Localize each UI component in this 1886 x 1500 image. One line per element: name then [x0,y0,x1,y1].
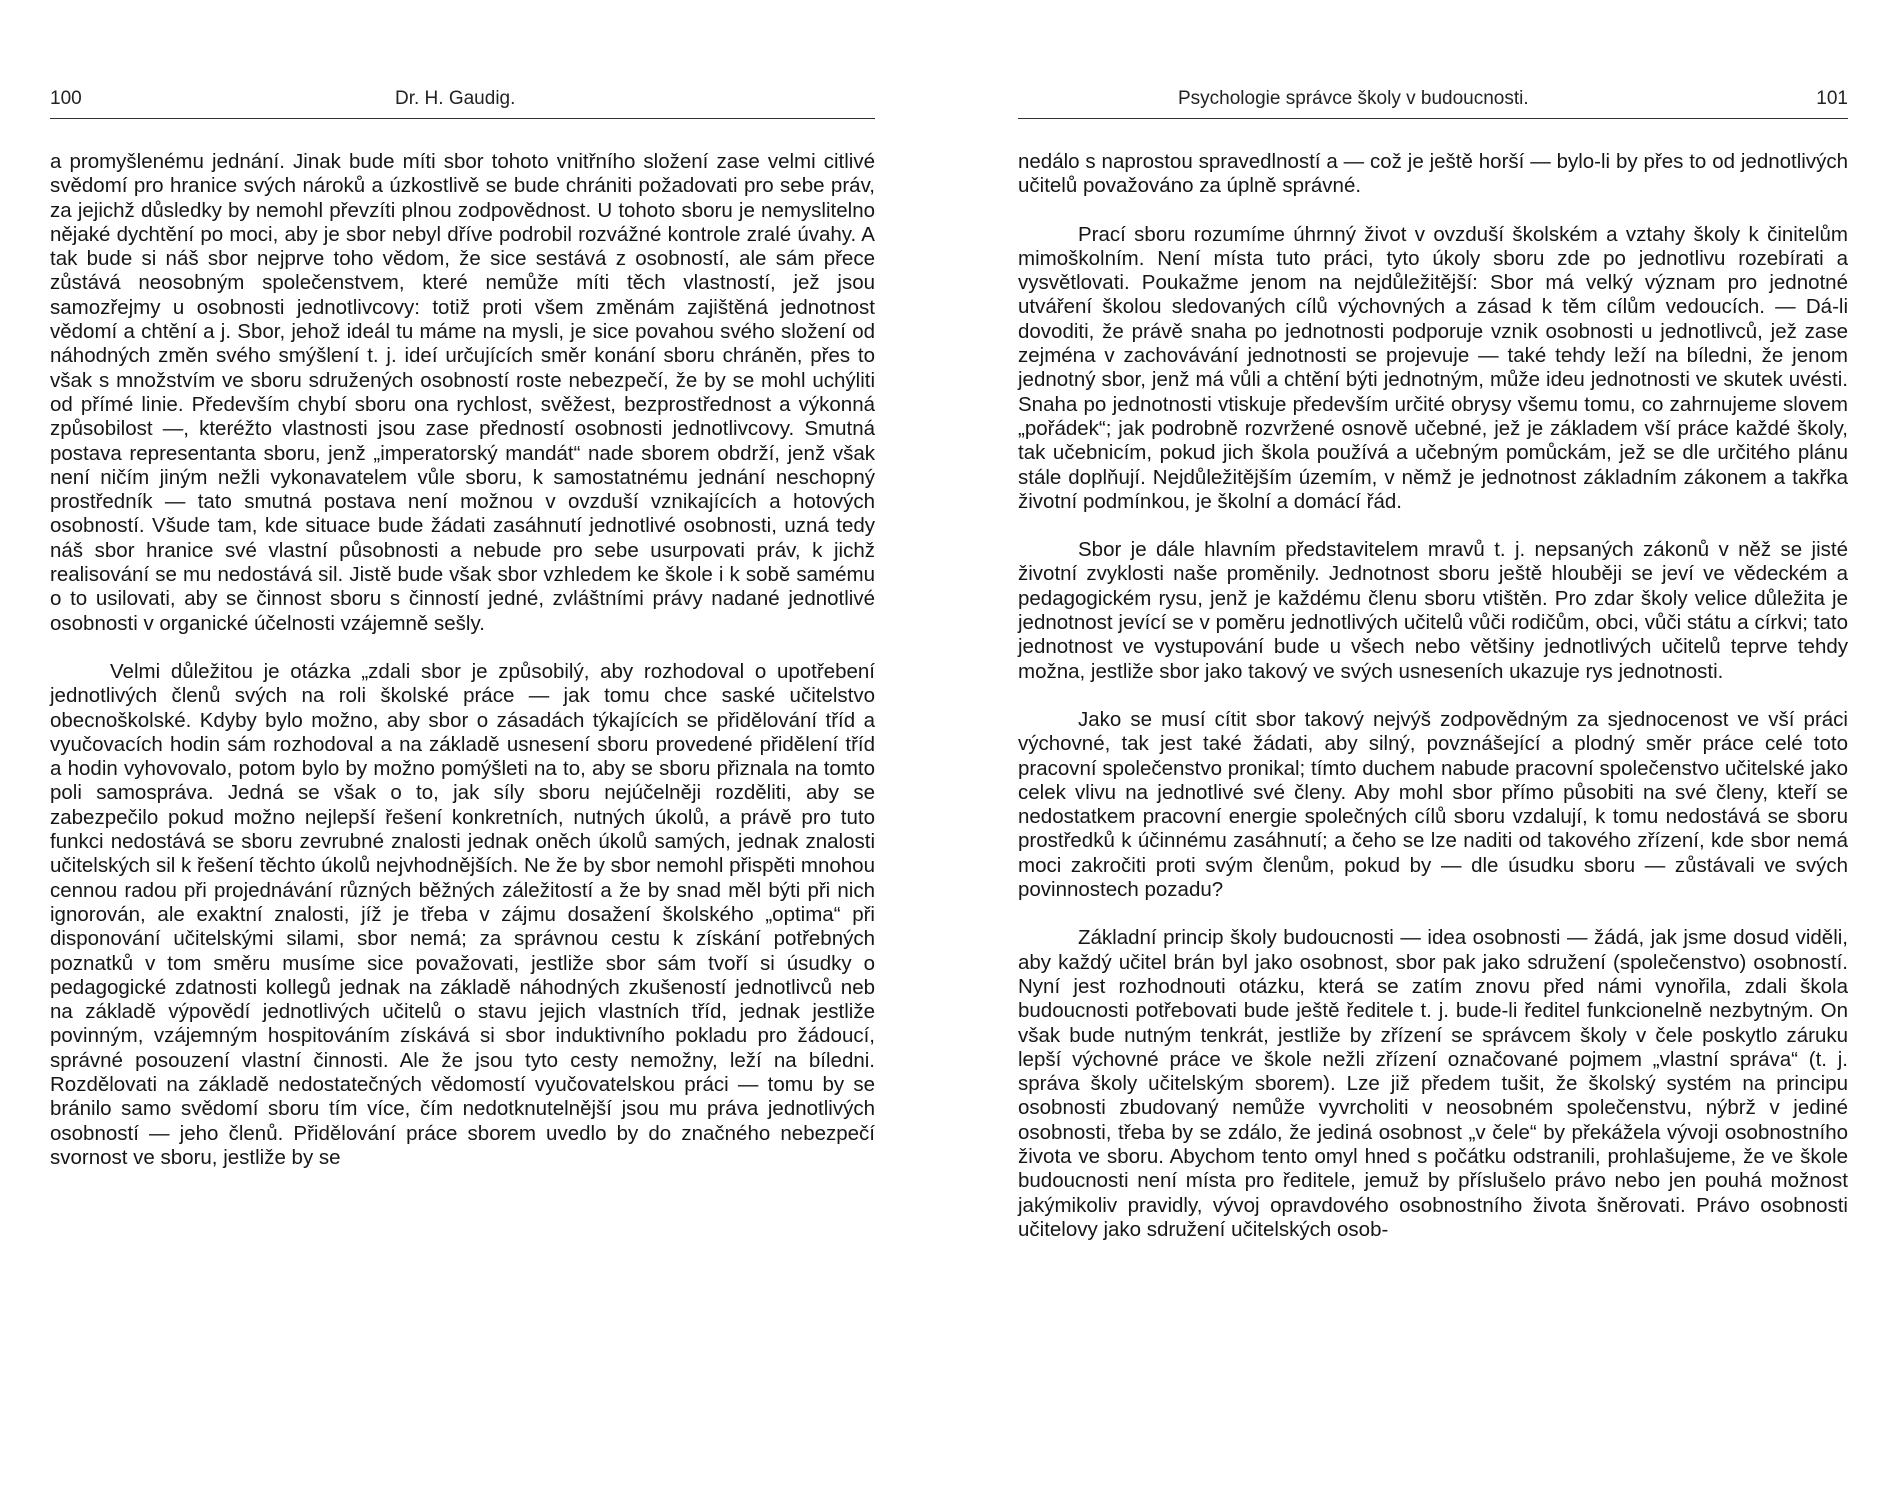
right-body-text [1018,150,1848,1242]
right-running-header [1018,88,1848,118]
left-running-header [50,88,880,118]
left-body-text [50,150,875,1170]
right-header-title: Psychologie správce školy v budoucnosti. [1178,88,1529,109]
paragraph: a promyšlenému jednání. Jinak bude míti sbor tohoto vnitřního složení zase velmi citlivé svědomí pro hranice svých nároků a úzkostlivě se bude chrániti požadovati pro sebe práv, za jejichž důsledky by nemohl převzíti plnou zodpovědnost. U tohoto sboru je nemyslitelno nějaké dychtění po moci, aby je sbor nebyl dříve podrobil rozvážné kontrole zralé úvahy. A tak bude si náš sbor nejprve toho vědom, že sice sestává z osobností, ale sám přece zůstává neosobným společenstvem, které nemůže míti těch vlastností, jež jsou samozřejmy u osobnosti jednotlivcovy: totiž proti všem změnám zajištěná jednotnost vědomí a chtění a j. Sbor, jehož ideál tu máme na mysli, je sice povahou svého složení od náhodných změn svého smýšlení t. j. ideí určujících směr konání sboru chráněn, přes to však s množstvím ve sboru sdružených osobností roste nebezpečí, že by se mohl uchýliti od přímé linie. Především chybí sboru ona rychlost, svěžest, bezprostřednost a výkonná způsobilost —, kteréžto vlastnosti jsou zase předností osobnosti jednotlivcovy. Smutná postava representanta sboru, jenž „imperatorský mandát“ nade sborem obdrží, jenž však není ničím jiným nežli vykonavatelem vůle sboru, k samostatnému jednání neschopný prostředník — tato smutná postava není možnou v ovzduší vznikajících a hotových osobností. Všude tam, kde situace bude žádati zasáhnutí jednotlivé osobnosti, uzná tedy náš sbor hranice své vlastní působnosti a nebude pro sebe usurpovati práv, k jichž realisování se mu nedostává sil. Jistě bude však sbor vzhledem ke škole i k sobě samému o to usilovati, aby se činnost sboru s činností jedné, zvláštními právy nadané jednotlivé osobnosti v organické účelnosti vzájemně sešly. [50,150,875,635]
paragraph: Sbor je dále hlavním představitelem mravů t. j. nepsaných zákonů v něž se jisté životní zvyklosti naše proměnily. Jednotnost sboru ještě hlouběji se jeví ve vědeckém a pedagogickém rysu, jenž je každému členu sboru vtištěn. Pro zdar školy velice důležita je jednotnost jevící se v poměru jednotlivých učitelů vůči rodičům, obci, vůči státu a církvi; tato jednotnost ve vystupování bude u všech nebo většiny jednotlivých učitelů teprve tehdy možna, jestliže sbor jako takový ve svých usneseních ukazuje rys jednotnosti. [1018,538,1848,683]
right-page [943,0,1886,1500]
left-header-title: Dr. H. Gaudig. [395,88,516,109]
left-header-rule [50,118,875,119]
right-page-number: 101 [1816,88,1848,109]
left-page-number: 100 [50,88,82,109]
paragraph: Základní princip školy budoucnosti — idea osobnosti — žádá, jak jsme dosud viděli, aby každý učitel brán byl jako osobnost, sbor pak jako sdružení (společenstvo) osobností. Nyní jest rozhodnouti otázku, která se zatím znovu před námi vynořila, zdali škola budoucnosti potřebovati bude ještě ředitele t. j. bude-li ředitel funkcionelně nezbytným. On však bude nutným tenkrát, jestliže by zřízení se správcem školy v čele poskytlo záruku lepší výchovné práce ve škole nežli zřízení označované pojmem „vlastní správa“ (t. j. správa školy učitelským sborem). Lze již předem tušit, že školský systém na principu osobnosti zbudovaný nemůže vyvrcholiti v neosobném společenstvu, nýbrž v jediné osobnosti, třeba by se zdálo, že jediná osobnost „v čele“ by překážela vývoji osobnostního života ve sboru. Abychom tento omyl hned s počátku odstranili, prohlašujeme, že ve škole budoucnosti není místa pro ředitele, jemuž by příslušelo právo nebo jen pouhá možnost jakýmikoliv pravidly, vývoj opravdového osobnostního života šněrovati. Právo osobnosti učitelovy jako sdružení učitelských osob- [1018,926,1848,1241]
paragraph: Prací sboru rozumíme úhrnný život v ovzduší školském a vztahy školy k činitelům mimoškolním. Není místa tuto práci, tyto úkoly sboru zde po jednotlivu rozebírati a vysvětlovati. Poukažme jenom na nejdůležitější: Sbor má velký význam pro jednotné utváření školou sledovaných cílů výchovných a zásad k těm cílům vedoucích. — Dá-li dovoditi, že právě snaha po jednotnosti podporuje vznik osobnosti u jednotlivců, jež zase zejména v zachovávání jednotnosti se projevuje — také tehdy leží na bíledni, že jenom jednotný sbor, jenž má vůli a chtění býti jednotným, může ideu jednotnosti ve skutek uvésti. Snaha po jednotnosti vtiskuje především určité obrysy všemu tomu, co zahrnujeme slovem „pořádek“; jak podrobně rozvržené osnově učebné, jež je základem vší práce každé školy, tak učebnicím, pokud jich škola používá a učebným pomůckám, jež se dle určitého plánu stále doplňují. Nejdůležitějším územím, v němž je jednotnost základním zákonem a takřka životní podmínkou, je školní a domácí řád. [1018,222,1848,513]
paragraph: Jako se musí cítit sbor takový nejvýš zodpovědným za sjednocenost ve vší práci výchovné, tak jest také žádati, aby silný, povznášející a plodný směr práce celé toto pracovní společenstvo pronikal; tímto duchem nabude pracovní společenstvo učitelské jako celek vlivu na jednotlivé své členy. Aby mohl sbor přímo působiti na své členy, kteří se nedostatkem pracovní energie společných cílů sboru vzdalují, k tomu nedostává se sboru prostředků k účinnému zasáhnutí; a čeho se lze naditi od takového zřízení, kde sbor nemá moci zakročiti proti svým členům, pokud by — dle úsudku sboru — zůstávali ve svých povinnostech pozadu? [1018,707,1848,902]
paragraph: Velmi důležitou je otázka „zdali sbor je způsobilý, aby rozhodoval o upotřebení jednotlivých členů svých na roli školské práce — jak tomu chce saské učitelstvo obecnoškolské. Kdyby bylo možno, aby sbor o zásadách týkajících se přidělování tříd a vyučovacích hodin sám rozhodoval a na základě usnesení sboru provedené přidělení tříd a hodin vyhovovalo, potom bylo by možno pomýšleti na to, aby se sboru přiznala na tomto poli samospráva. Jedná se však o to, jak síly sboru nejúčelněji rozděliti, aby se zabezpečilo pokud možno nejlepší řešení konkretních, nutných úkolů, a právě pro tuto funkci nedostává se sboru zevrubné znalosti jednak oněch úkolů samých, jednak znalosti učitelských sil k řešení těchto úkolů nejvhodnějších. Ne že by sbor nemohl přispěti mnohou cennou radou při projednávání různých běžných záležitostí a že by snad měl býti při nich ignorován, ale exaktní znalosti, jíž je třeba v zájmu dosažení školského „optima“ při disponování učitelskými silami, sbor nemá; za správnou cestu k získání potřebných poznatků v tom směru musíme sice považovati, jestliže sbor sám tvoří si úsudky o pedagogické zdatnosti kollegů jednak na základě náhodných zkušeností jednotlivců neb na základě výpovědí jednotlivých učitelů o stavu jejich vlastních tříd, jednak jestliže povinným, vzájemným hospitováním získává si sbor induktivního pokladu pro žádoucí, správné posouzení vlastní činnosti. Ale že jsou tyto cesty nemožny, leží na bíledni. Rozdělovati na základě nedostatečných vědomostí vyučovatelskou práci — tomu by se bránilo samo svědomí sboru tím více, čím nedotknutelnější jsou mu práva jednotlivých osobností — jeho členů. Přidělování práce sborem uvedlo by do značného nebezpečí svornost ve sboru, jestliže by se [50,659,875,1169]
right-header-rule [1018,118,1848,119]
paragraph: nedálo s naprostou spravedlností a — což je ještě horší — bylo-li by přes to od jednotlivých učitelů považováno za úplně správné. [1018,150,1848,198]
